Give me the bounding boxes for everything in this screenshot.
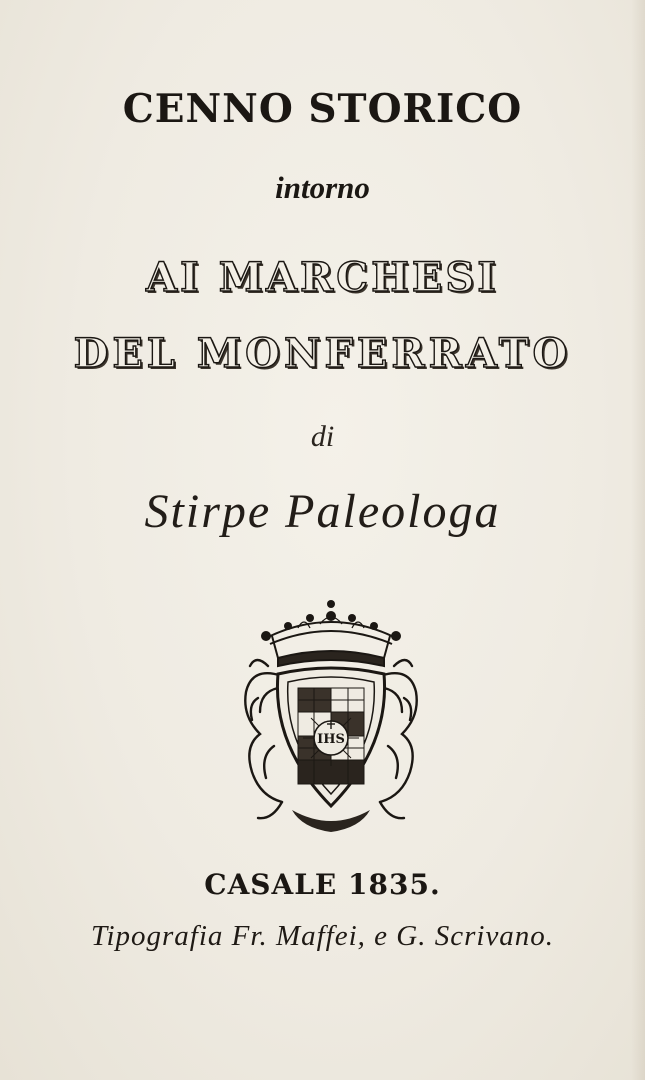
title-line-cenno-storico: CENNO STORICO [122,86,523,132]
title-line-intorno: intorno [275,170,370,205]
title-line-del-monferrato: DEL MONFERRATO [73,330,572,377]
ihs-medallion-icon [303,710,359,766]
imprint-printer: Tipografia Fr. Maffei, e G. Scrivano. [90,920,555,952]
crowned-coat-of-arms-icon [238,596,424,836]
title-line-stirpe-paleologa: Stirpe Paleologa [144,485,501,538]
imprint-city-year: CASALE 1835. [204,868,441,901]
title-line-ai-marchesi: AI MARCHESI [146,254,499,301]
title-line-di: di [310,420,335,453]
ihs-text: IHS [317,732,345,747]
